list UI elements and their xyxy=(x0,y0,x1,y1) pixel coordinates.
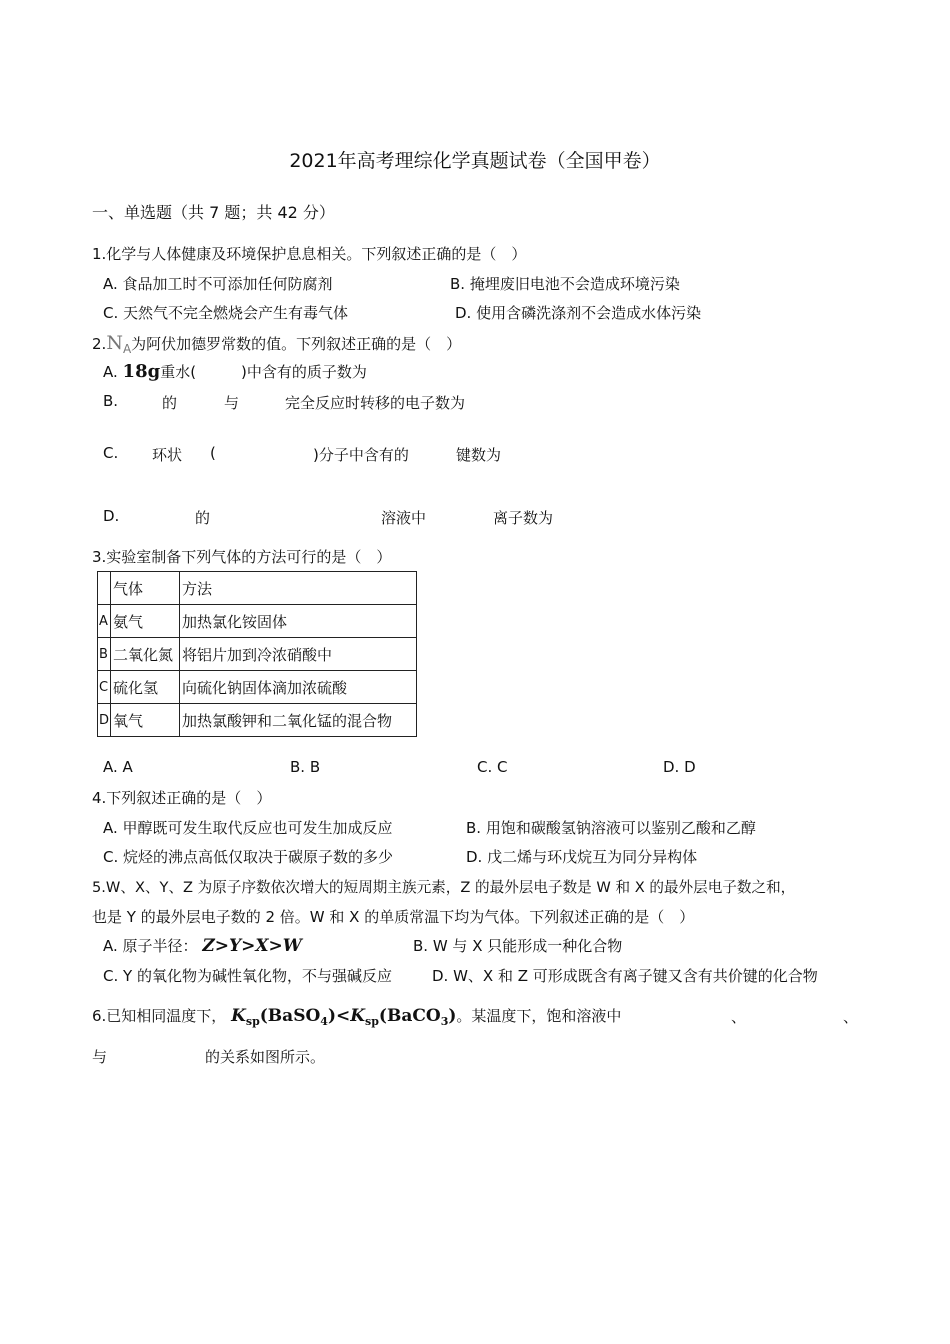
row-label: B xyxy=(98,638,111,671)
question-2-option-a-text: 重水( )中含有的质子数为 xyxy=(160,363,367,381)
question-2-option-c-part-2: ( xyxy=(210,444,216,462)
ksp-baco3-symbol: K xyxy=(350,1006,366,1026)
question-2-option-d-part-2: 溶液中 xyxy=(381,509,427,527)
gas-cell: 硫化氢 xyxy=(111,671,180,704)
table-row xyxy=(98,671,417,704)
avogadro-subscript: A xyxy=(122,342,132,356)
question-1-option-c: C. 天然气不完全燃烧会产生有毒气体 xyxy=(103,304,349,322)
gas-cell: 二氧化氮 xyxy=(111,638,180,671)
question-6-separator-1: 、 xyxy=(731,1008,747,1026)
ksp-subscript: sp xyxy=(245,1015,260,1028)
table-row xyxy=(98,704,417,737)
method-cell: 加热氯化铵固体 xyxy=(180,605,417,638)
question-2-option-d-part-1: 的 xyxy=(195,509,211,527)
question-2-option-a-mass: 18g xyxy=(122,361,161,382)
question-2-option-d-part-3: 离子数为 xyxy=(493,509,554,527)
method-cell: 向硫化钠固体滴加浓硫酸 xyxy=(180,671,417,704)
question-1-option-b: B. 掩埋废旧电池不会造成环境污染 xyxy=(450,275,680,293)
question-3-option-a: A. A xyxy=(103,758,133,776)
gas-cell: 氨气 xyxy=(111,605,180,638)
less-than-sign: )< xyxy=(327,1006,351,1026)
row-label: A xyxy=(98,605,111,638)
question-6-separator-2: 、 xyxy=(843,1008,859,1026)
question-2-option-c-part-1: 环状 xyxy=(152,446,183,464)
question-4-option-a: A. 甲醇既可发生取代反应也可发生加成反应 xyxy=(103,819,393,837)
gas-cell: 氧气 xyxy=(111,704,180,737)
question-4-option-c: C. 烷烃的沸点高低仅取决于碳原子数的多少 xyxy=(103,848,394,866)
method-cell: 加热氯酸钾和二氧化锰的混合物 xyxy=(180,704,417,737)
question-3-option-c: C. C xyxy=(477,758,508,776)
table-row xyxy=(98,605,417,638)
question-2-stem xyxy=(92,332,461,356)
question-5-stem-line-1: 5.W、X、Y、Z 为原子序数依次增大的短周期主族元素，Z 的最外层电子数是 W 和 X 的最外层电子数之和， xyxy=(92,879,796,896)
question-3-option-d: D. D xyxy=(663,758,696,776)
table-header-cell xyxy=(98,572,111,605)
baso4-subscript: 4 xyxy=(320,1015,328,1028)
question-5-option-b: B. W 与 X 只能形成一种化合物 xyxy=(413,937,623,955)
method-cell: 将铝片加到冷浓硝酸中 xyxy=(180,638,417,671)
question-4-option-d: D. 戊二烯与环戊烷互为同分异构体 xyxy=(466,848,698,866)
question-5-option-c: C. Y 的氧化物为碱性氧化物，不与强碱反应 xyxy=(103,967,392,985)
question-2-number: 2. xyxy=(92,335,107,353)
question-2-option-b-part-2: 与 xyxy=(224,394,240,412)
question-2-stem-text: 为阿伏加德罗常数的值。下列叙述正确的是（ ） xyxy=(131,335,462,353)
question-2-option-c-label: C. xyxy=(103,444,119,462)
row-label: D xyxy=(98,704,111,737)
question-1-option-d: D. 使用含磷洗涤剂不会造成水体污染 xyxy=(455,304,702,322)
table-row xyxy=(98,638,417,671)
closing-paren: ) xyxy=(448,1006,457,1026)
ksp-subscript: sp xyxy=(365,1015,379,1028)
baso4-formula: (BaSO xyxy=(259,1006,321,1026)
question-5-stem-line-2: 也是 Y 的最外层电子数的 2 倍。W 和 X 的单质常温下均为气体。下列叙述正确的是（ ） xyxy=(92,908,695,926)
avogadro-symbol: N xyxy=(106,332,123,354)
question-4-option-b: B. 用饱和碳酸氢钠溶液可以鉴别乙酸和乙醇 xyxy=(466,819,756,837)
table-header-cell: 气体 xyxy=(111,572,180,605)
question-6-line-2-end: 的关系如图所示。 xyxy=(205,1048,326,1066)
question-3-option-b: B. B xyxy=(290,758,321,776)
ksp-baso4-symbol: K xyxy=(231,1006,246,1026)
atomic-radius-order: Z>Y>X>W xyxy=(202,936,302,956)
question-5-option-a-label: A. 原子半径： xyxy=(103,937,198,955)
question-2-option-b-part-3: 完全反应时转移的电子数为 xyxy=(285,394,466,412)
gas-preparation-table xyxy=(97,571,417,737)
section-heading: 一、单选题（共 7 题；共 42 分） xyxy=(92,203,335,222)
baco3-subscript: 3 xyxy=(440,1015,449,1028)
table-header-row xyxy=(98,572,417,605)
page-title: 2021年高考理综化学真题试卷（全国甲卷） xyxy=(289,150,661,172)
question-6-stem-line-1 xyxy=(92,1005,621,1028)
baco3-formula: (BaCO xyxy=(378,1006,441,1026)
question-3-stem: 3.实验室制备下列气体的方法可行的是（ ） xyxy=(92,548,392,566)
question-2-option-a xyxy=(103,361,367,382)
question-1-stem: 1.化学与人体健康及环境保护息息相关。下列叙述正确的是（ ） xyxy=(92,245,527,263)
question-6-rest: 。某温度下，饱和溶液中 xyxy=(456,1007,622,1025)
question-2-option-b-part-1: 的 xyxy=(162,394,178,412)
question-4-stem: 4.下列叙述正确的是（ ） xyxy=(92,789,272,807)
question-6-lead: 6.已知相同温度下， xyxy=(92,1007,227,1025)
question-5-option-a xyxy=(103,935,302,956)
question-2-option-a-label: A. xyxy=(103,363,118,381)
question-5-option-d: D. W、X 和 Z 可形成既含有离子键又含有共价键的化合物 xyxy=(432,967,818,985)
table-header-cell: 方法 xyxy=(180,572,417,605)
question-2-option-c-part-4: 键数为 xyxy=(456,446,502,464)
row-label: C xyxy=(98,671,111,704)
question-2-option-d-label: D. xyxy=(103,507,120,525)
question-1-option-a: A. 食品加工时不可添加任何防腐剂 xyxy=(103,275,333,293)
question-2-option-c-part-3: )分子中含有的 xyxy=(313,446,409,464)
question-2-option-b-label: B. xyxy=(103,392,119,410)
question-6-line-2-start: 与 xyxy=(92,1048,108,1066)
